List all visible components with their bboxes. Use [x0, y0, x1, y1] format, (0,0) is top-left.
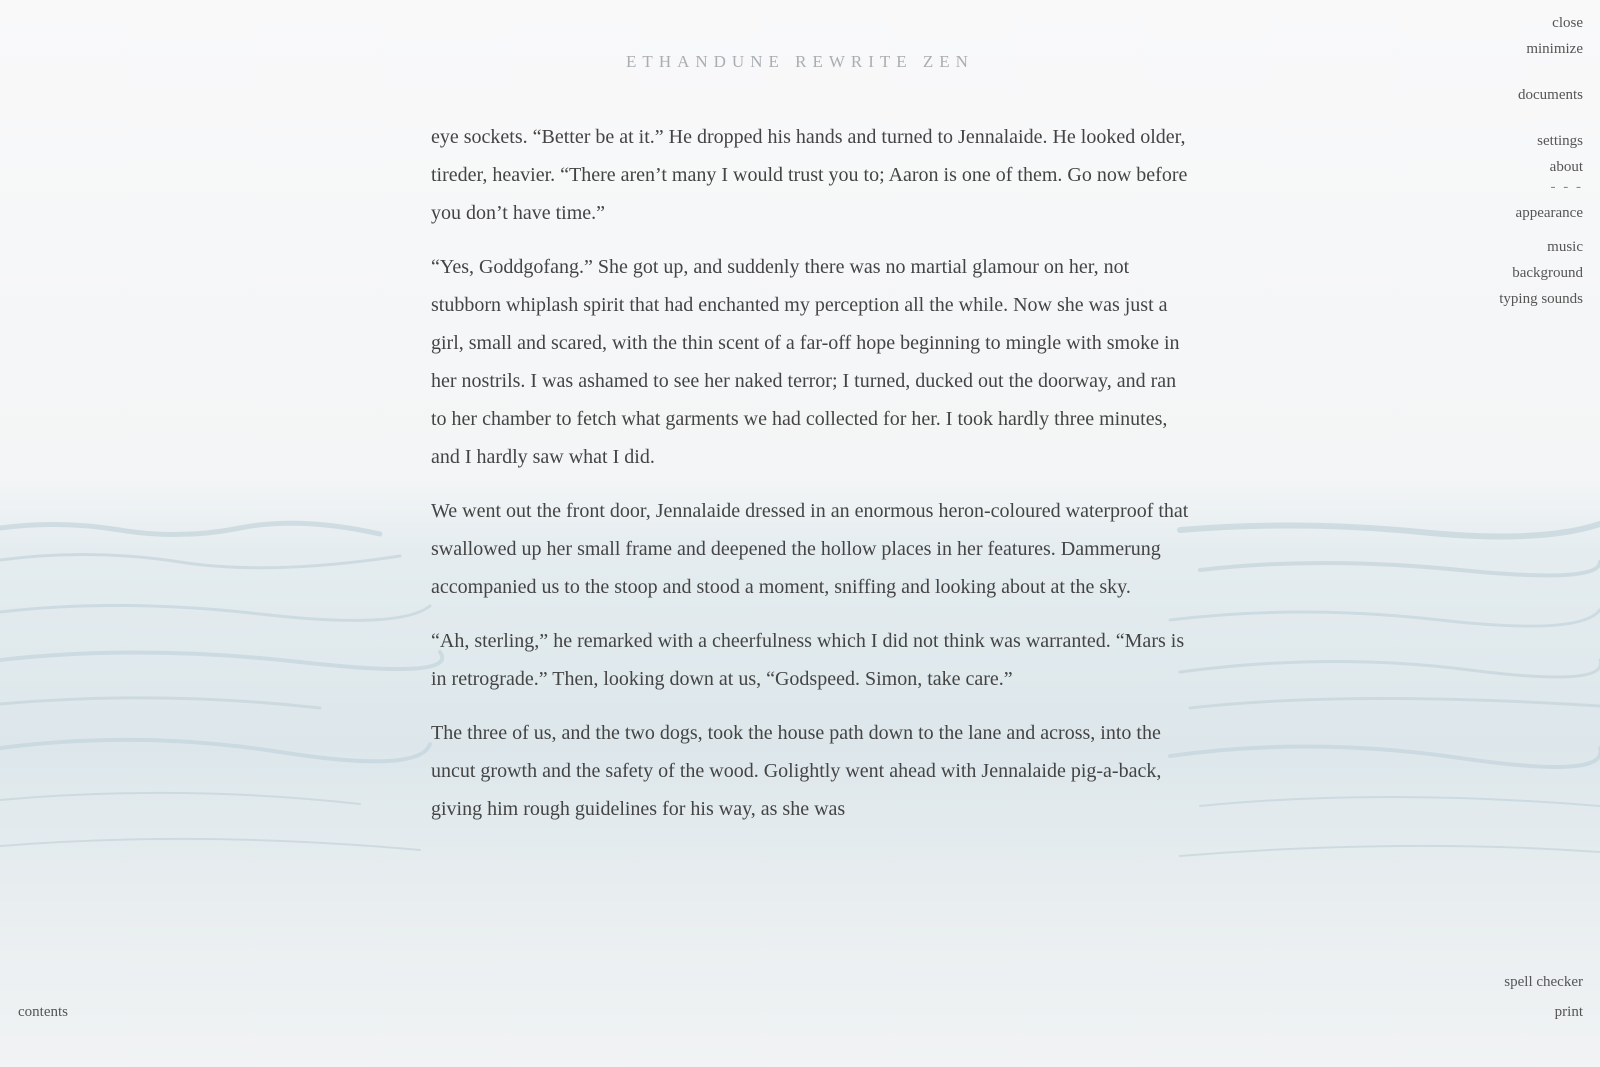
typing-sounds-button[interactable]: typing sounds: [1499, 291, 1583, 307]
documents-button[interactable]: documents: [1518, 87, 1583, 103]
side-menu: [1499, 10, 1583, 312]
paragraph[interactable]: The three of us, and the two dogs, took the house path down to the lane and across, into the uncut growth and the safety of the wood. Golightly went ahead with Jennalaide pig-a-back, giving him rough guidelines for his way, as she was: [431, 722, 1162, 820]
bottom-menu: [1504, 967, 1583, 1027]
menu-spacer: [1499, 226, 1583, 234]
spell-checker-button[interactable]: spell checker: [1504, 974, 1583, 990]
paragraph[interactable]: eye sockets. “Better be at it.” He dropped his hands and turned to Jennalaide. He looked older, tireder, heavier. “There aren’t many I would trust you to; Aaron is one of them. Go now before you don’t have time.”: [431, 126, 1188, 224]
appearance-button[interactable]: appearance: [1515, 205, 1583, 221]
contents-button[interactable]: contents: [18, 1004, 68, 1020]
close-button[interactable]: close: [1552, 15, 1583, 31]
background-button[interactable]: background: [1512, 265, 1583, 281]
menu-spacer: [1499, 62, 1583, 82]
document-title: ETHANDUNE REWRITE ZEN: [626, 52, 974, 71]
paragraph[interactable]: “Ah, sterling,” he remarked with a cheerfulness which I did not think was warranted. “Mars is in retrograde.” Then, looking down at us, “Godspeed. Simon, take care.”: [431, 630, 1185, 690]
text-editor[interactable]: [431, 118, 1191, 944]
paragraph[interactable]: “Yes, Goddgofang.” She got up, and suddenly there was no martial glamour on her, not stubborn whiplash spirit that had enchanted my perception all the while. Now she was just a girl, small and scared, with the thin scent of a far-off hope beginning to mingle with smoke in her nostrils. I was ashamed to see her naked terror; I turned, ducked out the doorway, and ran to her chamber to fetch what garments we had collected for her. I took hardly three minutes, and I hardly saw what I did.: [431, 256, 1180, 468]
paragraph[interactable]: We went out the front door, Jennalaide dressed in an enormous heron-coloured waterproof that swallowed up her small frame and deepened the hollow places in her features. Dammerung accompanied us to the stoop and stood a moment, sniffing and looking about at the sky.: [431, 500, 1189, 598]
music-button[interactable]: music: [1547, 239, 1583, 255]
minimize-button[interactable]: minimize: [1526, 41, 1583, 57]
menu-spacer: [1499, 108, 1583, 128]
about-button[interactable]: about: [1549, 159, 1583, 175]
print-button[interactable]: print: [1554, 1004, 1583, 1020]
settings-button[interactable]: settings: [1537, 133, 1583, 149]
menu-separator: - - -: [1550, 179, 1583, 195]
